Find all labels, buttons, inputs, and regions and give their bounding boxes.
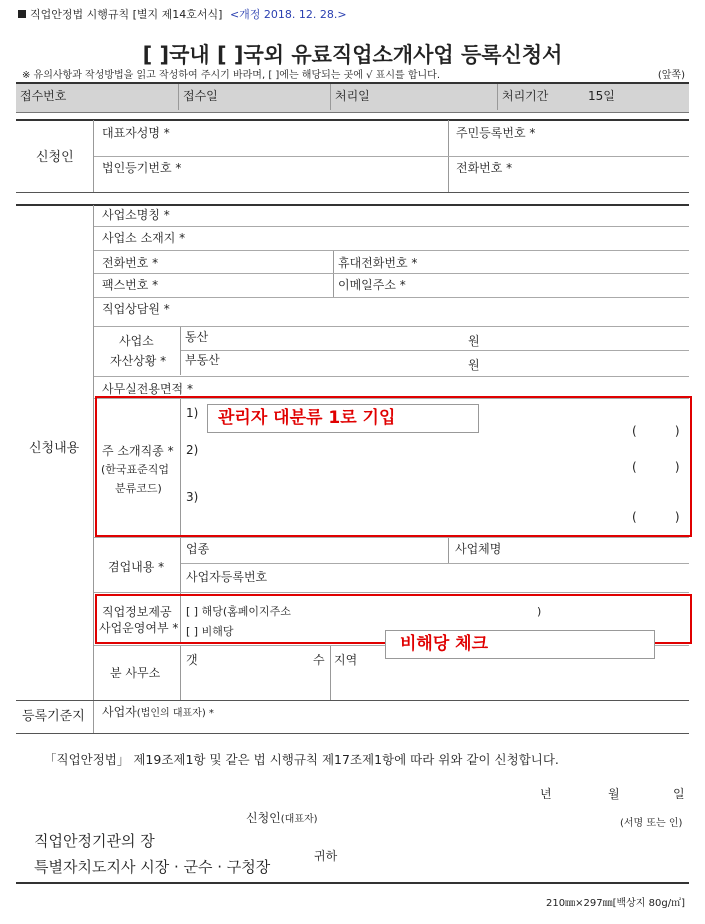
date-year[interactable]: 년: [540, 787, 552, 801]
date-month[interactable]: 월: [608, 787, 620, 801]
page-side-label: (앞쪽): [657, 70, 685, 81]
portal-note: 비해당 체크: [385, 630, 655, 659]
category-note: 관리자 대분류 1로 기입: [207, 404, 479, 433]
biz-name-field[interactable]: 사업소명칭 *: [102, 208, 170, 222]
side-biz-label: 겸업내용 *: [108, 560, 165, 574]
content-phone-field[interactable]: 전화번호 *: [102, 256, 159, 270]
assets-label-2: 자산상황 *: [110, 354, 167, 368]
portal-no-option[interactable]: [ ] 비해당: [186, 625, 234, 638]
portal-label-1: 직업정보제공: [102, 605, 172, 619]
movable-won-unit: 원: [468, 334, 480, 348]
processing-period-label: 처리기간: [502, 89, 549, 103]
job-code-2[interactable]: ( ): [632, 460, 680, 474]
owner-field[interactable]: 사업자(법인의 대표자) *: [102, 705, 214, 719]
jobs-label-1: 주 소개직종 *: [102, 444, 174, 458]
biz-address-field[interactable]: 사업소 소재지 *: [102, 231, 186, 245]
jobs-label-2: (한국표준직업: [101, 463, 170, 476]
processing-period-value: 15일: [588, 89, 615, 103]
counselor-field[interactable]: 직업상담원 *: [102, 302, 170, 316]
applicant-phone-field[interactable]: 전화번호 *: [456, 161, 513, 175]
industry-field[interactable]: 업종: [186, 542, 210, 556]
job-code-1[interactable]: ( ): [632, 424, 680, 438]
movable-assets-field[interactable]: 동산: [185, 330, 209, 344]
standard-section-label: 등록기준지: [22, 709, 85, 724]
receipt-no-label: 접수번호: [20, 89, 67, 103]
receipt-date-label: 접수일: [183, 89, 218, 103]
biz-entity-field[interactable]: 사업체명: [455, 542, 502, 556]
job-item-2[interactable]: 2): [186, 443, 199, 457]
processing-date-label: 처리일: [335, 89, 370, 103]
rep-name-field[interactable]: 대표자성명 *: [102, 126, 170, 140]
recipient-line-2: 특별자치도지사 시장 · 군수 · 구청장: [34, 858, 271, 876]
fax-field[interactable]: 팩스번호 *: [102, 278, 159, 292]
header-revision: <개정 2018. 12. 28.>: [229, 8, 347, 21]
date-day[interactable]: 일: [673, 787, 685, 801]
job-code-3[interactable]: ( ): [632, 510, 680, 524]
portal-yes-option[interactable]: [ ] 해당(홈페이지주소: [186, 605, 291, 618]
paper-spec: 210㎜×297㎜[백상지 80g/㎡]: [546, 898, 685, 909]
portal-paren-close: ): [537, 605, 542, 618]
portal-label-2: 사업운영여부 *: [99, 621, 179, 635]
branch-label: 분 사무소: [110, 666, 161, 680]
instruction-text: ※ 유의사항과 작성방법을 읽고 작성하여 주시기 바라며, [ ]에는 해당되는 곳에 √ 표시를 합니다.: [22, 70, 440, 81]
jobs-label-3: 분류코드): [115, 482, 162, 495]
mobile-field[interactable]: 휴대전화번호 *: [338, 256, 418, 270]
signer-label: 신청인(대표자): [246, 811, 318, 825]
branch-num-label: 수: [313, 653, 325, 667]
job-item-3[interactable]: 3): [186, 490, 199, 504]
biz-reg-no-field[interactable]: 사업자등록번호: [186, 570, 268, 584]
immovable-assets-field[interactable]: 부동산: [185, 353, 220, 367]
signature-field[interactable]: (서명 또는 인): [620, 818, 683, 829]
assets-label-1: 사업소: [119, 334, 154, 348]
form-title: [ ]국내 [ ]국외 유료직업소개사업 등록신청서: [142, 43, 563, 67]
declaration-text: 「직업안정법」 제19조제1항 및 같은 법 시행규칙 제17조제1항에 따라 위와 같이 신청합니다.: [44, 752, 559, 767]
resident-no-field[interactable]: 주민등록번호 *: [456, 126, 536, 140]
applicant-section-label: 신청인: [36, 150, 74, 165]
recipient-line-1: 직업안정기관의 장: [34, 832, 155, 850]
branch-count-label: 갯: [186, 653, 198, 667]
job-item-1[interactable]: 1): [186, 406, 199, 420]
office-area-field[interactable]: 사무실전용면적 *: [102, 382, 193, 396]
square-icon: [18, 10, 26, 18]
email-field[interactable]: 이메일주소 *: [338, 278, 406, 292]
recipient-honorific: 귀하: [314, 849, 338, 863]
branch-region-label[interactable]: 지역: [334, 653, 358, 667]
content-section-label: 신청내용: [29, 441, 80, 456]
header-law: 직업안정법 시행규칙 [별지 제14호서식] <개정 2018. 12. 28.>: [18, 8, 347, 22]
corp-reg-no-field[interactable]: 법인등기번호 *: [102, 161, 182, 175]
immovable-won-unit: 원: [468, 358, 480, 372]
